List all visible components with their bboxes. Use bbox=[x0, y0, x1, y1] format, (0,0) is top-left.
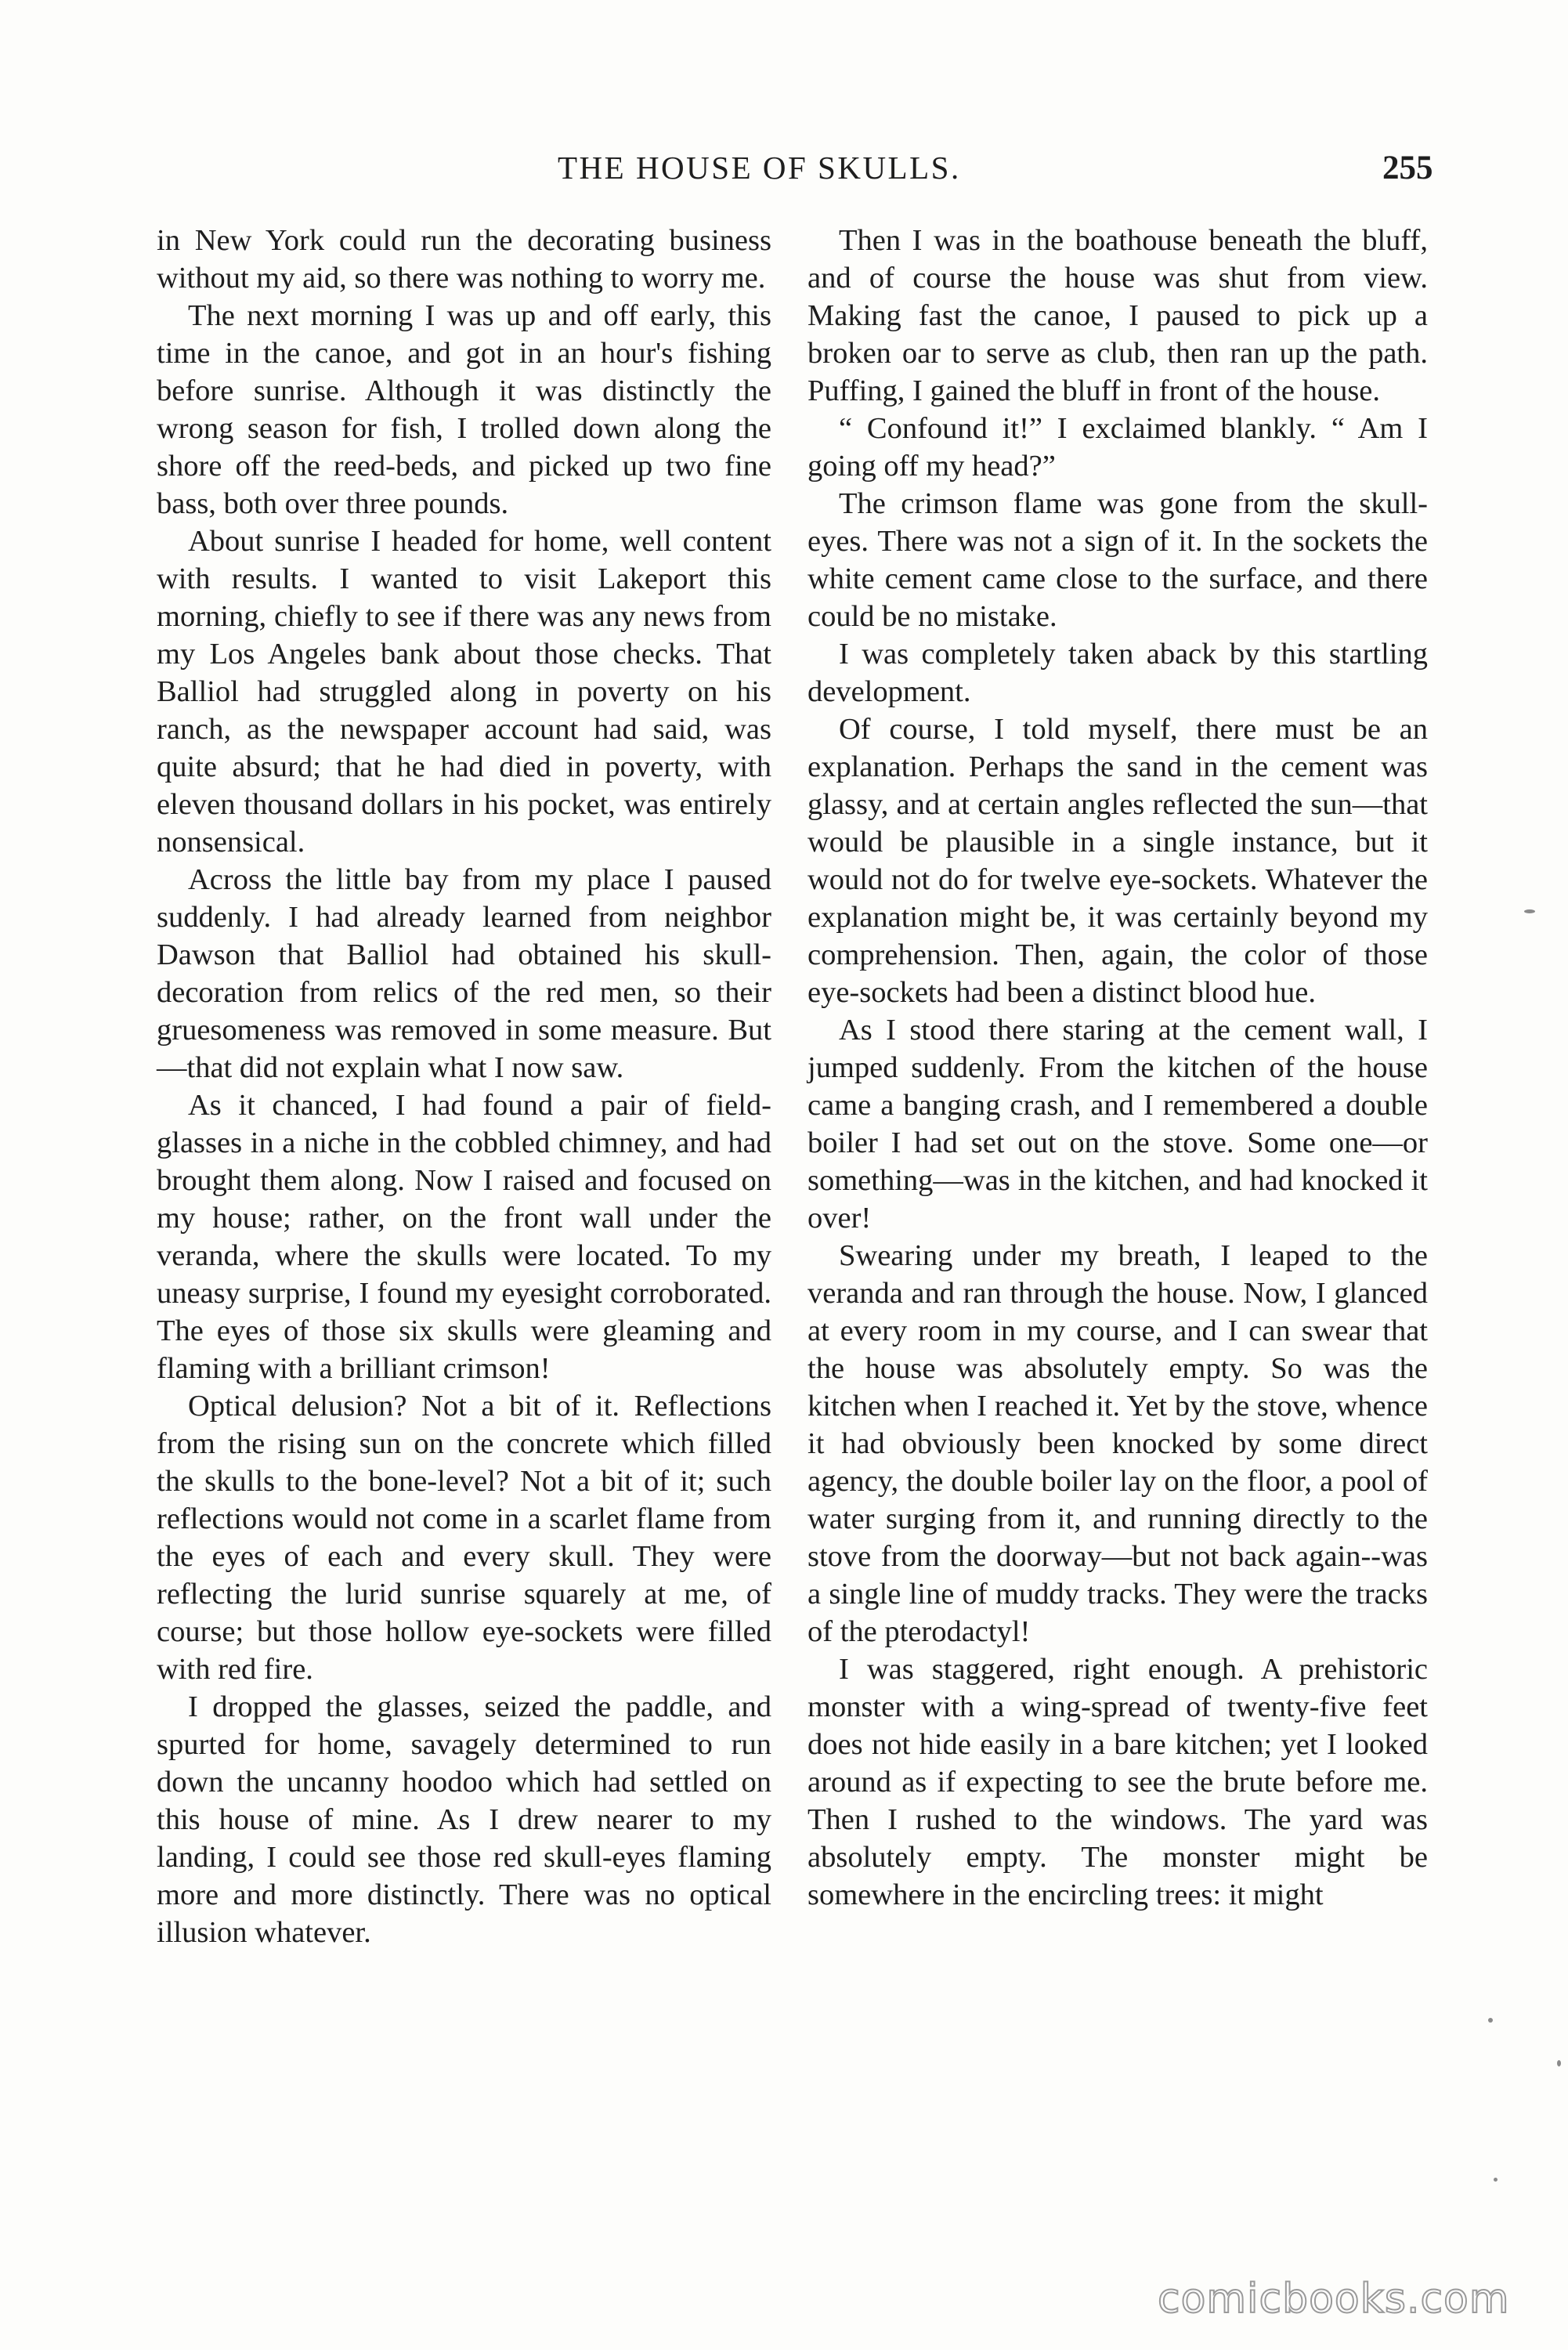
paragraph: As I stood there staring at the cement wall, I jumped suddenly. From the kitchen of the house came a banging crash, and I remembered a double boiler I had set out on the stove. Some one—or something—was in the kitchen, and had knocked it over! bbox=[807, 1014, 1428, 1235]
paragraph: “ Confound it!” I exclaimed blankly. “ Am I going off my head?” bbox=[807, 412, 1428, 483]
scan-speck bbox=[1557, 2060, 1561, 2066]
paragraph: The next morning I was up and off early, this time in the canoe, and got in an hour's fishing before sunrise. Although it was distinctly the wrong season for fish, I trolled down along the shore off the reed-beds, and picked up two fine bass, both over three pounds. bbox=[157, 299, 771, 520]
scan-speck bbox=[1488, 2018, 1493, 2023]
paragraph: As it chanced, I had found a pair of field-glasses in a niche in the cobbled chimney, and had brought them along. Now I raised and focused on my house; rather, on the front wall under the veranda, where the skulls were located. To my uneasy surprise, I found my eyesight corroborated. The eyes of those six skulls were gleaming and flaming with a brilliant crimson! bbox=[157, 1089, 771, 1385]
paragraph: in New York could run the decorating business without my aid, so there was nothing to worry me. bbox=[157, 224, 771, 295]
page-number: 255 bbox=[1382, 150, 1433, 186]
paragraph: Of course, I told myself, there must be an explanation. Perhaps the sand in the cement was glassy, and at certain angles reflected the sun—that would be plausible in a single instance, but it would not do for twelve eye-sockets. Whatever the explanation might be, it was certainly beyond my comprehension. Then, again, the color of those eye-sockets had been a distinct blood hue. bbox=[807, 713, 1428, 1009]
scan-speck bbox=[1494, 2178, 1498, 2182]
paragraph: Optical delusion? Not a bit of it. Reflections from the rising sun on the concrete which filled the skulls to the bone-level? Not a bit of it; such reflections would not come in a scarlet flame from the eyes of each and every skull. They were reflecting the lurid sunrise squarely at me, of course; but those hollow eye-sockets were filled with red fire. bbox=[157, 1390, 771, 1686]
paragraph: I dropped the glasses, seized the paddle, and spurted for home, savagely determined to run down the uncanny hoodoo which had settled on this house of mine. As I drew nearer to my landing, I could see those red skull-eyes flaming more and more distinctly. There was no optical illusion whatever. bbox=[157, 1690, 771, 1949]
scan-speck bbox=[1524, 909, 1535, 913]
paragraph: I was staggered, right enough. A prehistoric monster with a wing-spread of twenty-five feet does not hide easily in a bare kitchen; yet I looked around as if expecting to see the brute before me. Then I rushed to the windows. The yard was absolutely empty. The monster might be somewhere in the encircling trees: it might bbox=[807, 1653, 1428, 1911]
paragraph: About sunrise I headed for home, well content with results. I wanted to visit Lakeport this morning, chiefly to see if there was any news from my Los Angeles bank about those checks. That Balliol had struggled along in poverty on his ranch, as the newspaper account had said, was quite absurd; that he had died in poverty, with eleven thousand dollars in his pocket, was entirely nonsensical. bbox=[157, 525, 771, 859]
running-head: THE HOUSE OF SKULLS. bbox=[558, 150, 961, 186]
paragraph: Then I was in the boathouse beneath the bluff, and of course the house was shut from view. Making fast the canoe, I paused to pick up a broken oar to serve as club, then ran up the path. Puffing, I gained the bluff in front of the house. bbox=[807, 224, 1428, 407]
paragraph: The crimson flame was gone from the skull-eyes. There was not a sign of it. In the sockets the white cement came close to the surface, and there could be no mistake. bbox=[807, 487, 1428, 633]
paragraph: Swearing under my breath, I leaped to the veranda and ran through the house. Now, I glanced at every room in my course, and I can swear that the house was absolutely empty. So was the kitchen when I reached it. Yet by the stove, whence it had obviously been knocked by some direct agency, the double boiler lay on the floor, a pool of water surging from it, and running directly to the stove from the doorway—but not back again--was a single line of muddy tracks. They were the tracks of the pterodactyl! bbox=[807, 1239, 1428, 1648]
left-column bbox=[157, 222, 771, 1951]
right-column bbox=[807, 222, 1428, 1914]
page-header bbox=[0, 149, 1568, 196]
paragraph: Across the little bay from my place I paused suddenly. I had already learned from neighbor Dawson that Balliol had obtained his skull-decoration from relics of the red men, so their gruesomeness was removed in some measure. But—that did not explain what I now saw. bbox=[157, 863, 771, 1084]
site-watermark: comicbooks.com bbox=[1158, 2276, 1510, 2323]
paragraph: I was completely taken aback by this startling development. bbox=[807, 638, 1428, 708]
